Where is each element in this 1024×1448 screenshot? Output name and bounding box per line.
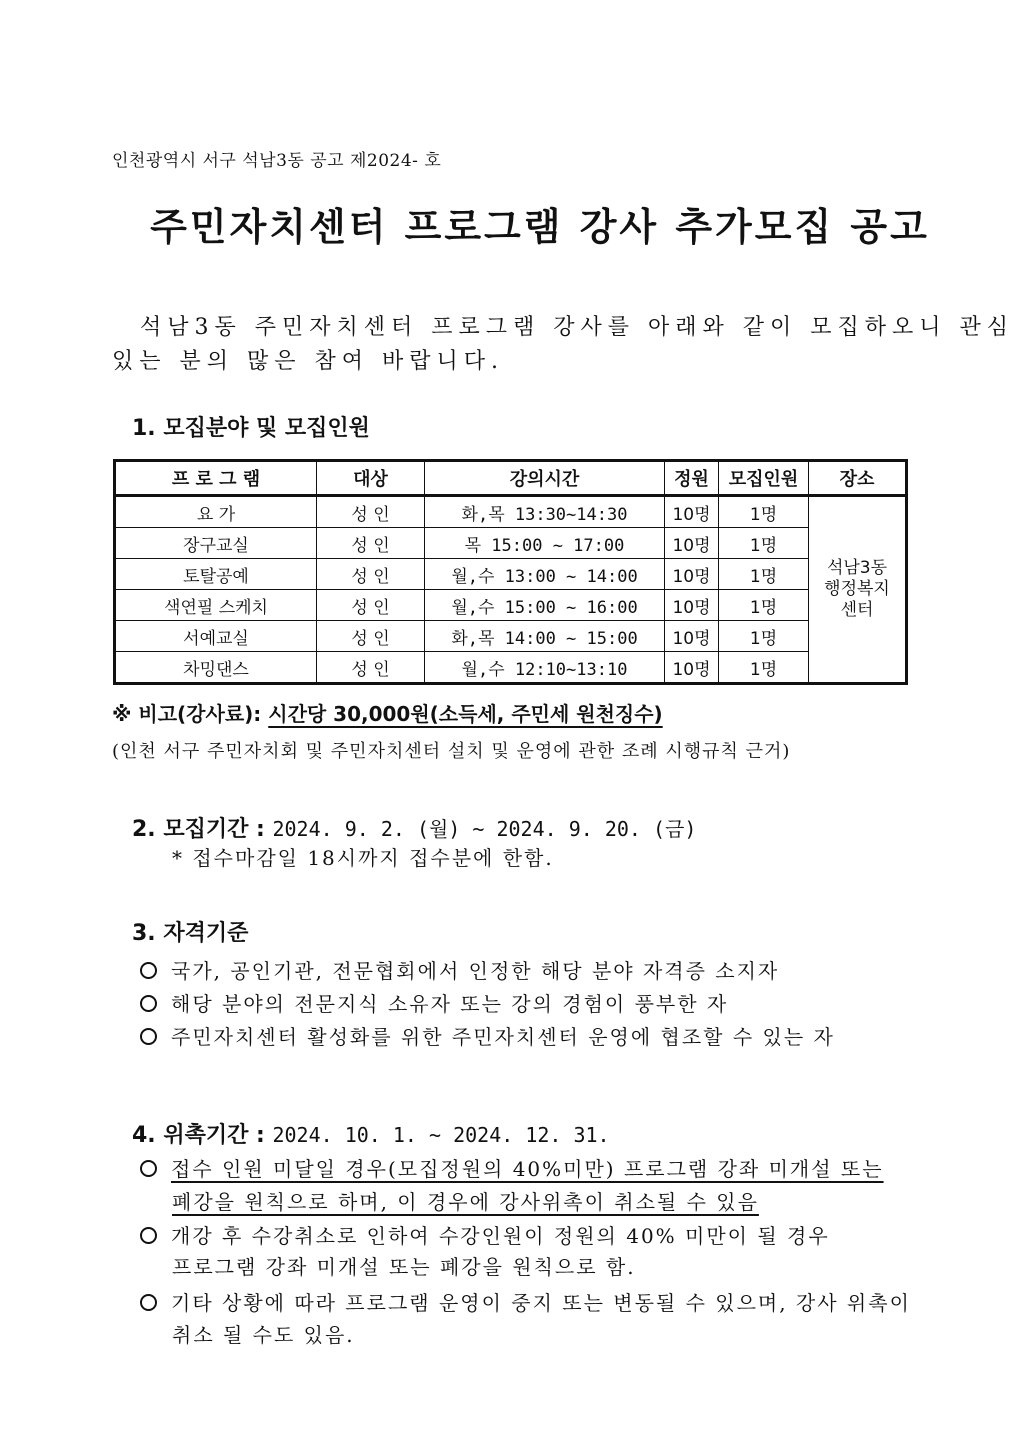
section-4-heading [132, 1118, 610, 1149]
list-item [140, 1153, 884, 1182]
table-row [115, 590, 907, 621]
legal-basis: (인천 서구 주민자치회 및 주민자치센터 설치 및 운영에 관한 조례 시행규칙 근거) [112, 741, 791, 762]
section-2-note: * 접수마감일 18시까지 접수분에 한함. [172, 846, 554, 870]
list-item-text: 국가, 공인기관, 전문협회에서 인정한 해당 분야 자격증 소지자 [171, 959, 780, 983]
fee-note-value: 시간당 30,000원(소득세, 주민세 원천징수) [268, 702, 663, 726]
document-number: 인천광역시 서구 석남3동 공고 제2024- 호 [112, 151, 442, 171]
fee-note [112, 698, 663, 727]
circle-bullet-icon [140, 1028, 157, 1045]
section-4-label: 4. 위촉기간 : [132, 1123, 273, 1148]
intro-line-2: 있는 분의 많은 참여 바랍니다. [112, 349, 504, 374]
location-line: 센터 [840, 600, 874, 620]
cell-program: 서예교실 [115, 621, 317, 652]
cell-time: 월,수 12:10~13:10 [425, 652, 665, 684]
table-row [115, 652, 907, 684]
cell-capacity: 10명 [665, 528, 719, 559]
cell-time: 화,목 13:30~14:30 [425, 496, 665, 528]
list-item [140, 988, 728, 1017]
cell-capacity: 10명 [665, 621, 719, 652]
cell-target: 성 인 [317, 559, 425, 590]
list-item [140, 1220, 830, 1249]
list-item [140, 1021, 835, 1050]
cell-target: 성 인 [317, 590, 425, 621]
list-item-text: 접수 인원 미달일 경우(모집정원의 40%미만) 프로그램 강좌 미개설 또는 [171, 1157, 884, 1181]
list-item [140, 1287, 911, 1316]
section-2-heading [132, 812, 696, 843]
cell-target: 성 인 [317, 496, 425, 528]
table-row [115, 559, 907, 590]
location-line: 석남3동 [826, 558, 888, 578]
cell-program: 토탈공예 [115, 559, 317, 590]
circle-bullet-icon [140, 1227, 157, 1244]
cell-recruit: 1명 [719, 559, 809, 590]
cell-target: 성 인 [317, 621, 425, 652]
cell-recruit: 1명 [719, 528, 809, 559]
header-time: 강의시간 [425, 461, 665, 496]
cell-program: 요 가 [115, 496, 317, 528]
cell-location [809, 496, 907, 684]
cell-recruit: 1명 [719, 621, 809, 652]
list-item-text: 주민자치센터 활성화를 위한 주민자치센터 운영에 협조할 수 있는 자 [171, 1025, 835, 1049]
circle-bullet-icon [140, 995, 157, 1012]
list-item-text: 개강 후 수강취소로 인하여 수강인원이 정원의 40% 미만이 될 경우 [171, 1224, 830, 1248]
section-2-label: 2. 모집기간 : [132, 817, 273, 842]
header-target: 대상 [317, 461, 425, 496]
location-line: 행정복지 [824, 579, 890, 599]
table-row [115, 621, 907, 652]
recruitment-table [113, 459, 908, 685]
cell-program: 색연필 스케치 [115, 590, 317, 621]
fee-note-label: ※ 비고(강사료): [112, 702, 269, 726]
cell-time: 월,수 13:00 ~ 14:00 [425, 559, 665, 590]
header-location: 장소 [809, 461, 907, 496]
cell-capacity: 10명 [665, 496, 719, 528]
cell-time: 화,목 14:00 ~ 15:00 [425, 621, 665, 652]
cell-capacity: 10명 [665, 590, 719, 621]
list-item-text: 기타 상황에 따라 프로그램 운영이 중지 또는 변동될 수 있으며, 강사 위촉이 [171, 1291, 911, 1315]
list-item-continuation: 프로그램 강좌 미개설 또는 폐강을 원칙으로 함. [172, 1255, 636, 1279]
section-1-heading: 1. 모집분야 및 모집인원 [132, 416, 370, 441]
list-item-continuation: 폐강을 원칙으로 하며, 이 경우에 강사위촉이 취소될 수 있음 [172, 1190, 759, 1214]
list-item-text: 해당 분야의 전문지식 소유자 또는 강의 경험이 풍부한 자 [171, 992, 729, 1016]
page-title: 주민자치센터 프로그램 강사 추가모집 공고 [150, 205, 930, 249]
cell-capacity: 10명 [665, 559, 719, 590]
cell-recruit: 1명 [719, 652, 809, 684]
table-row [115, 496, 907, 528]
cell-time: 목 15:00 ~ 17:00 [425, 528, 665, 559]
cell-program: 장구교실 [115, 528, 317, 559]
cell-recruit: 1명 [719, 496, 809, 528]
circle-bullet-icon [140, 962, 157, 979]
list-item-continuation: 취소 될 수도 있음. [172, 1323, 355, 1347]
section-4-period: 2024. 10. 1. ~ 2024. 12. 31. [272, 1123, 610, 1147]
table-header-row [115, 461, 907, 496]
cell-target: 성 인 [317, 652, 425, 684]
intro-line-1: 석남3동 주민자치센터 프로그램 강사를 아래와 같이 모집하오니 관심 [140, 315, 1015, 340]
header-capacity: 정원 [665, 461, 719, 496]
section-2-period: 2024. 9. 2. (월) ~ 2024. 9. 20. (금) [272, 817, 697, 841]
list-item [140, 955, 779, 984]
circle-bullet-icon [140, 1294, 157, 1311]
section-3-heading: 3. 자격기준 [132, 921, 249, 946]
cell-target: 성 인 [317, 528, 425, 559]
cell-recruit: 1명 [719, 590, 809, 621]
cell-program: 차밍댄스 [115, 652, 317, 684]
header-recruit: 모집인원 [719, 461, 809, 496]
cell-capacity: 10명 [665, 652, 719, 684]
header-program: 프 로 그 램 [115, 461, 317, 496]
circle-bullet-icon [140, 1160, 157, 1177]
cell-time: 월,수 15:00 ~ 16:00 [425, 590, 665, 621]
table-row [115, 528, 907, 559]
